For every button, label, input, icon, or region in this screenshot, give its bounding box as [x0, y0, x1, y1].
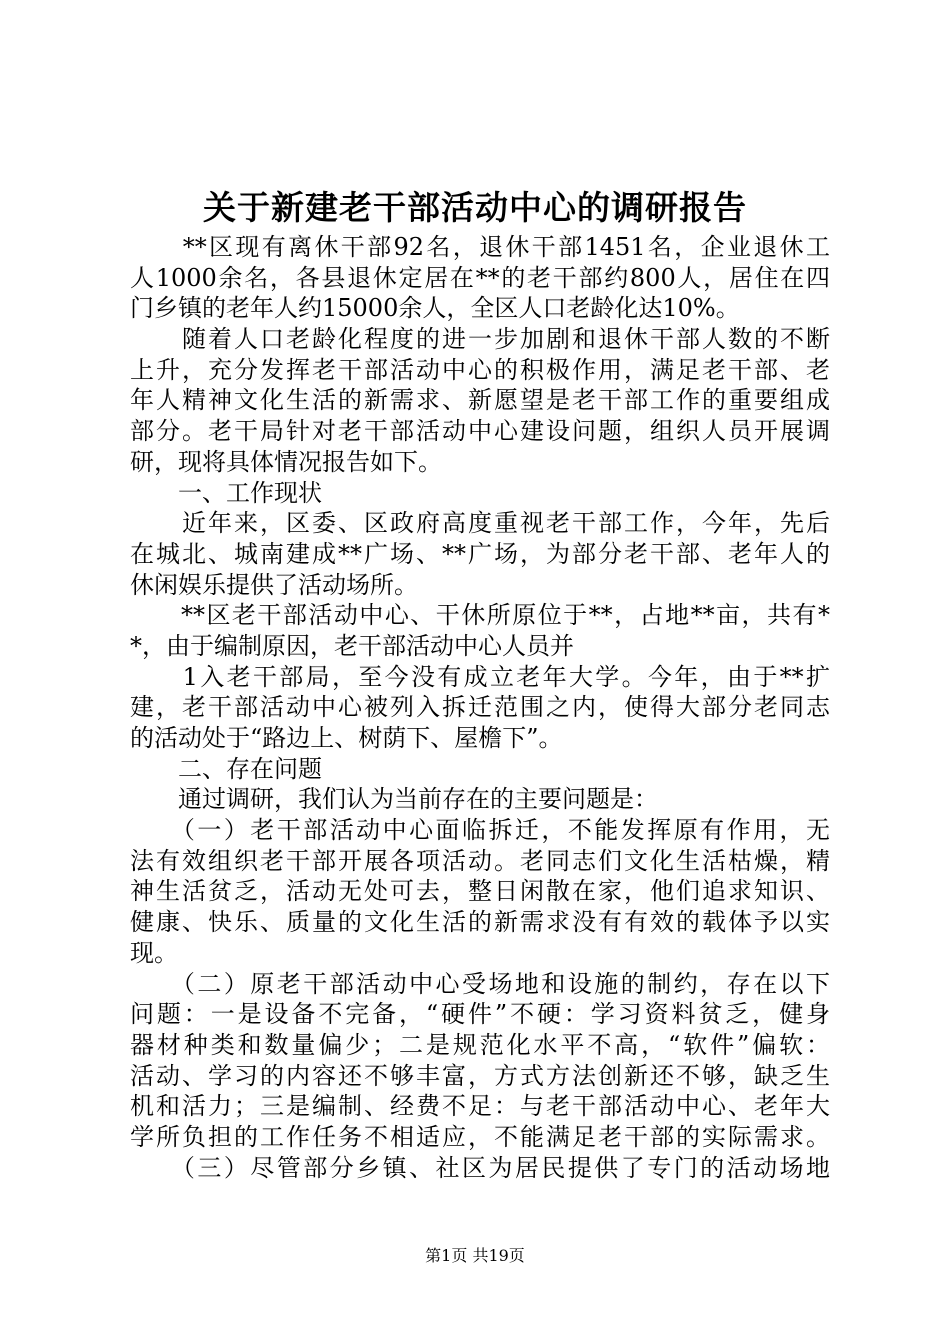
- page-footer: 第1页 共19页: [425, 1246, 525, 1265]
- text-line: 研，现将具体情况报告如下。: [130, 447, 442, 476]
- text-line: 年人精神文化生活的新需求、新愿望是老干部工作的重要组成: [130, 386, 830, 415]
- text-line: 问题：一是设备不完备，“硬件”不硬：学习资料贫乏，健身: [130, 1000, 830, 1029]
- text-line: （一）老干部活动中心面临拆迁，不能发挥原有作用，无: [130, 816, 830, 845]
- text-line: 学所负担的工作任务不相适应，不能满足老干部的实际需求。: [130, 1122, 830, 1151]
- text-line: 二、存在问题: [130, 754, 322, 783]
- text-line: *，由于编制原因，老干部活动中心人员并: [130, 631, 574, 660]
- text-line: 健康、快乐、质量的文化生活的新需求没有有效的载体予以实: [130, 908, 830, 937]
- text-line: 法有效组织老干部开展各项活动。老同志们文化生活枯燥，精: [130, 846, 830, 875]
- text-line: 在城北、城南建成**广场、**广场，为部分老干部、老年人的: [130, 539, 830, 568]
- text-line: 机和活力；三是编制、经费不足：与老干部活动中心、老年大: [130, 1092, 830, 1121]
- text-line: 人1000余名，各县退休定居在**的老干部约800人，居住在四: [130, 263, 830, 292]
- text-line: 1入老干部局，至今没有成立老年大学。今年，由于**扩: [130, 662, 830, 691]
- text-line: 活动、学习的内容还不够丰富，方式方法创新还不够，缺乏生: [130, 1061, 830, 1090]
- text-line: （二）原老干部活动中心受场地和设施的制约，存在以下: [130, 969, 830, 998]
- text-line: 门乡镇的老年人约15000余人，全区人口老龄化达10%。: [130, 294, 740, 323]
- text-line: 休闲娱乐提供了活动场所。: [130, 570, 418, 599]
- text-line: 建，老干部活动中心被列入拆迁范围之内，使得大部分老同志: [130, 693, 830, 722]
- text-line: 神生活贫乏，活动无处可去，整日闲散在家，他们追求知识、: [130, 877, 830, 906]
- text-line: 现。: [130, 938, 178, 967]
- text-line: 的活动处于“路边上、树荫下、屋檐下”。: [130, 724, 563, 752]
- text-line: 一、工作现状: [130, 478, 322, 507]
- text-line: 上升，充分发挥老干部活动中心的积极作用，满足老干部、老: [130, 355, 830, 384]
- text-line: 随着人口老龄化程度的进一步加剧和退休干部人数的不断: [130, 325, 830, 354]
- text-line: **区老干部活动中心、干休所原位于**，占地**亩，共有*: [130, 601, 830, 630]
- document-title: 关于新建老干部活动中心的调研报告: [203, 188, 747, 227]
- text-line: 近年来，区委、区政府高度重视老干部工作，今年，先后: [130, 509, 830, 538]
- text-line: 部分。老干局针对老干部活动中心建设问题，组织人员开展调: [130, 417, 830, 446]
- text-line: （三）尽管部分乡镇、社区为居民提供了专门的活动场地: [130, 1153, 830, 1182]
- document-body: [130, 232, 830, 1183]
- text-line: 通过调研，我们认为当前存在的主要问题是：: [130, 785, 658, 814]
- text-line: 器材种类和数量偏少；二是规范化水平不高，“软件”偏软：: [130, 1030, 830, 1059]
- text-line: **区现有离休干部92名，退休干部1451名，企业退休工: [130, 233, 830, 261]
